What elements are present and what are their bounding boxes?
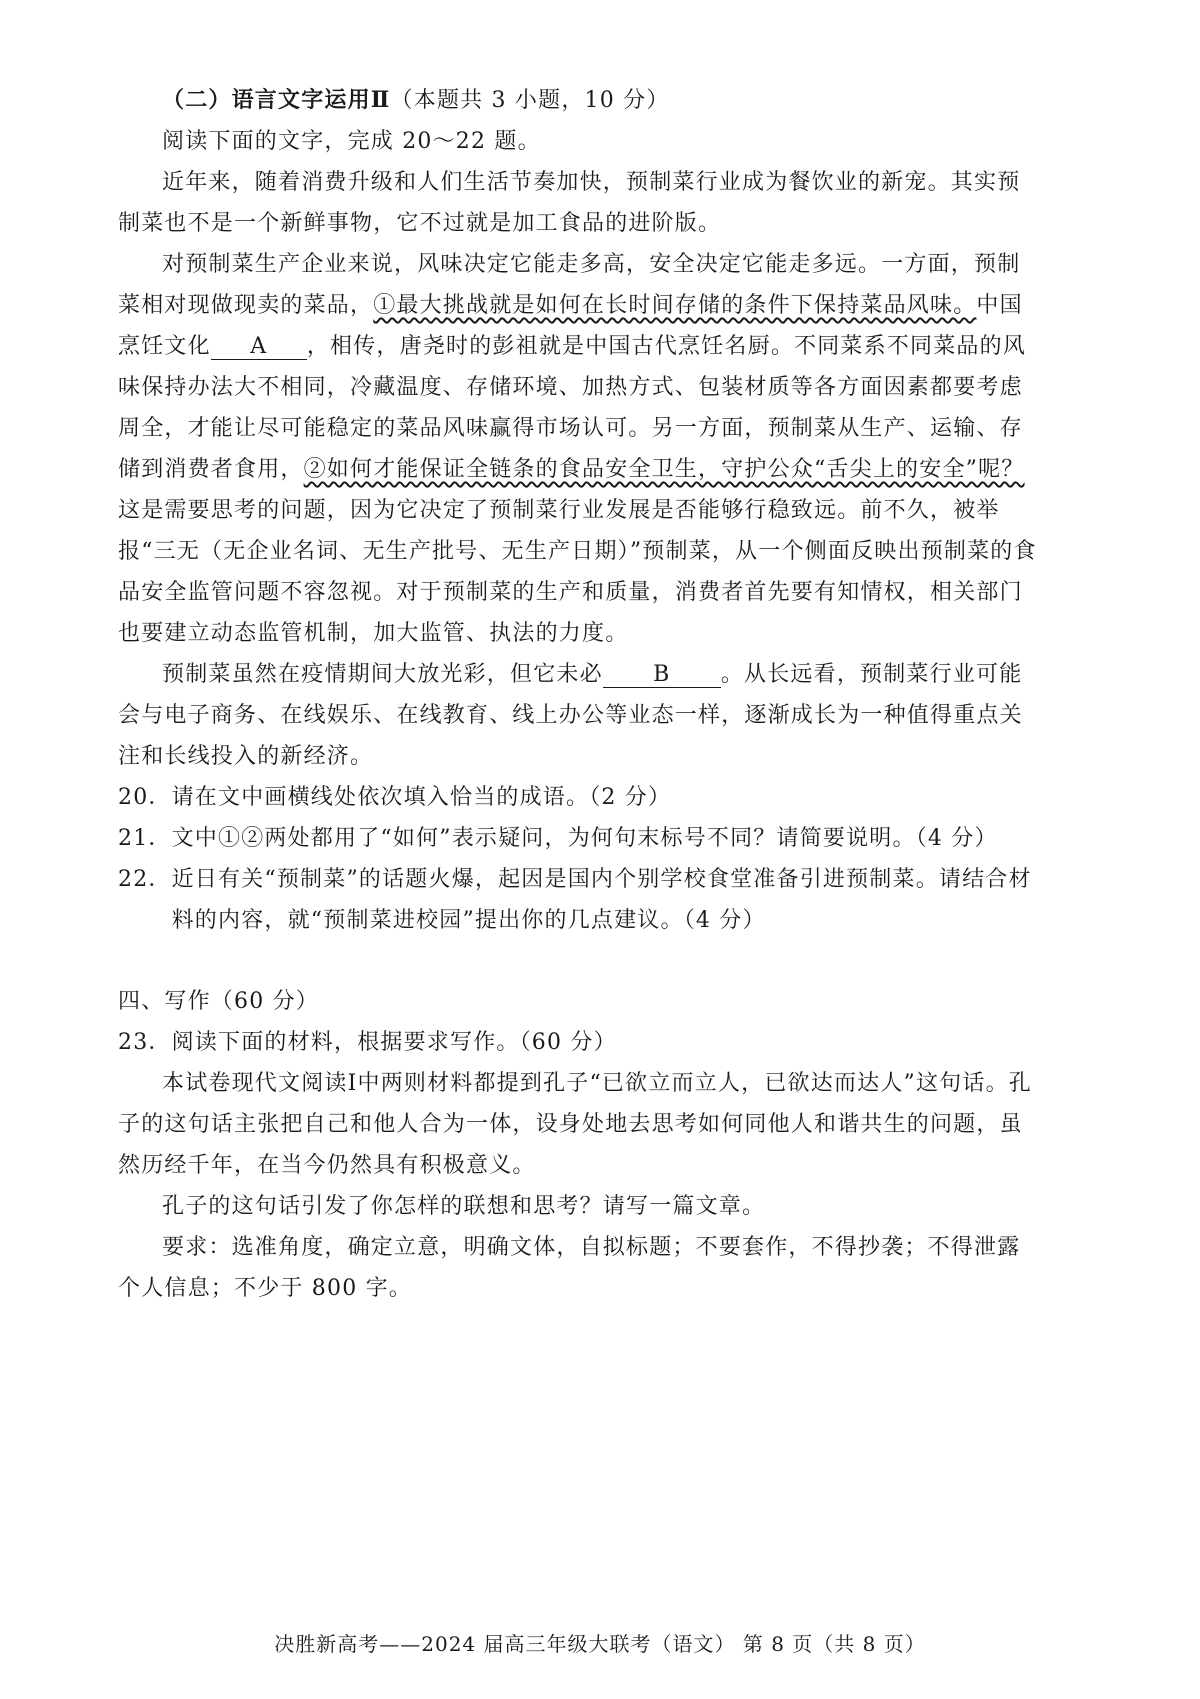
passage-paragraph-1: 近年来，随着消费升级和人们生活节奏加快，预制菜行业成为餐饮业的新宠。其实预制菜也不是一个新鲜事物，它不过就是加工食品的进阶版。 xyxy=(118,170,1021,236)
writing-requirements: 要求：选准角度，确定立意，明确文体，自拟标题；不要套作，不得抄袭；不得泄露个人信息；不少于 800 字。 xyxy=(118,1235,1021,1301)
section-heading xyxy=(118,80,1042,121)
question-number: 20． xyxy=(118,785,172,810)
writing-prompt: 孔子的这句话引发了你怎样的联想和思考？请写一篇文章。 xyxy=(162,1194,766,1219)
passage-p2-part-a: 对预制菜生产企业来说，风味决定它能走多高，安全决定它能走多远。一方面，预制菜相对现做现卖的菜品， xyxy=(118,252,1021,318)
section-heading-label: （二）语言文字运用Ⅱ xyxy=(162,87,391,113)
blank-b: B xyxy=(603,663,721,688)
question-text: 文中①②两处都用了“如何”表示疑问，为何句末标号不同？请简要说明。（4 分） xyxy=(171,826,998,851)
writing-material: 本试卷现代文阅读Ⅰ中两则材料都提到孔子“已欲立而立人，已欲达而达人”这句话。孔子的这句话主张把自己和他人合为一体，设身处地去思考如何同他人和谐共生的问题，虽然历经千年，在当今仍然具有积极意义。 xyxy=(118,1071,1032,1178)
question-22 xyxy=(118,859,1042,941)
passage-p2-part-c: ，相传，唐尧时的彭祖就是中国古代烹饪名厨。不同菜系不同菜品的风味保持办法大不相同，冷藏温度、存储环境、加热方式、包装材质等各方面因素都要考虑周全，才能让尽可能稳定的菜品风味赢得市场认可。另一方面，预制菜从生产、运输、存储到消费者食用， xyxy=(118,334,1027,482)
question-23 xyxy=(118,1022,1042,1063)
passage-p2-part-b: 中国烹饪文化 xyxy=(118,293,1023,359)
passage-p3-part-b: 。从长远看，预制菜行业可能会与电子商务、在线娱乐、在线教育、线上办公等业态一样，逐渐成长为一种值得重点关注和长线投入的新经济。 xyxy=(118,662,1023,769)
question-21 xyxy=(118,818,1042,859)
page-footer: 决胜新高考——2024 届高三年级大联考（语文） 第 8 页（共 8 页） xyxy=(274,1632,926,1656)
writing-heading: 四、写作（60 分） xyxy=(118,989,319,1014)
page-content xyxy=(118,80,1042,1309)
passage-paragraph-2 xyxy=(118,244,1042,654)
question-text: 阅读下面的材料，根据要求写作。（60 分） xyxy=(171,1030,617,1055)
question-20 xyxy=(118,777,1042,818)
passage-paragraph-3 xyxy=(118,654,1042,777)
marked-sentence-2: ②如何才能保证全链条的食品安全卫生，守护公众“舌尖上的安全”呢？ xyxy=(303,457,1025,482)
question-text: 请在文中画横线处依次填入恰当的成语。（2 分） xyxy=(171,785,672,810)
question-number: 21． xyxy=(118,826,172,851)
reading-instruction: 阅读下面的文字，完成 20～22 题。 xyxy=(162,129,541,154)
blank-a: A xyxy=(211,335,307,360)
section-heading-note: （本题共 3 小题，10 分） xyxy=(390,88,670,113)
marked-sentence-1: ①最大挑战就是如何在长时间存储的条件下保持菜品风味。 xyxy=(373,293,977,318)
passage-p2-part-d: 这是需要思考的问题，因为它决定了预制菜行业发展是否能够行稳致远。前不久，被举报“三无（无企业名词、无生产批号、无生产日期）”预制菜，从一个侧面反映出预制菜的食品安全监管问题不容忽视。对于预制菜的生产和质量，消费者首先要有知情权，相关部门也要建立动态监管机制，加大监管、执法的力度。 xyxy=(118,498,1037,646)
passage-p3-part-a: 预制菜虽然在疫情期间大放光彩，但它未必 xyxy=(162,662,603,687)
question-number: 22． xyxy=(118,867,172,892)
question-number: 23． xyxy=(118,1030,172,1055)
spacer xyxy=(118,941,1042,981)
question-text: 近日有关“预制菜”的话题火爆，起因是国内个别学校食堂准备引进预制菜。请结合材料的内容，就“预制菜进校园”提出你的几点建议。（4 分） xyxy=(171,867,1032,933)
